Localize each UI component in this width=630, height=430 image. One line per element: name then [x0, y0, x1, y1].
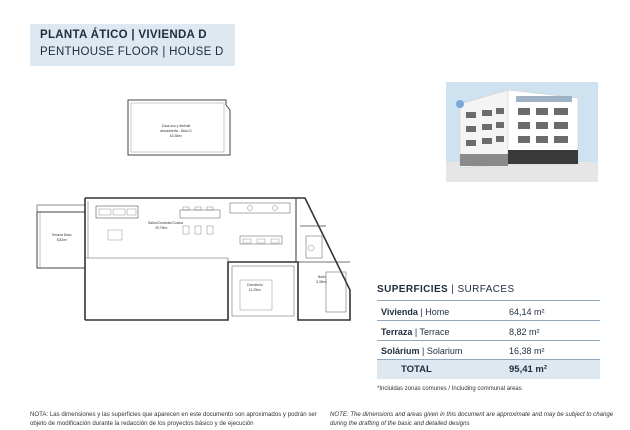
surface-row-solarium — [377, 341, 600, 360]
surfaces-title-bold: SUPERFICIES — [377, 284, 449, 295]
surface-row-label-bold: Vivienda — [381, 307, 418, 317]
bedroom-room — [232, 266, 294, 316]
dwelling-outline — [85, 198, 350, 320]
terrace-room — [37, 205, 85, 268]
title-spanish: PLANTA ÁTICO | VIVIENDA D — [40, 29, 207, 41]
living-furniture — [96, 203, 290, 244]
surface-row-terrace — [377, 322, 600, 341]
surface-row-value: 64,14 m² — [509, 307, 545, 317]
bedroom-area: 11,25m² — [248, 288, 262, 292]
title-english: PENTHOUSE FLOOR | HOUSE D — [40, 46, 224, 58]
living-area: 29,79m² — [155, 226, 168, 230]
bath-area: 3,35m² — [316, 280, 327, 284]
disclaimer-spanish: NOTA: Las dimensiones y las superficies que aparecen en este documento son aproximados y podrán ser objeto de modificación durante la redacción de los proyectos básico y de ejecución — [30, 411, 317, 427]
total-label: TOTAL — [401, 364, 432, 375]
bathroom-room — [306, 236, 346, 312]
living-label: Salón/Comedor/Cocina — [148, 221, 184, 225]
building-illustration — [446, 82, 598, 182]
building-render — [446, 82, 598, 182]
surfaces-divider — [377, 300, 600, 301]
surface-row-label-rest: | Home — [417, 307, 450, 317]
surface-row-label-bold: Terraza — [381, 327, 413, 337]
surface-row-value: 16,38 m² — [509, 346, 545, 356]
solarium-area: 16,38m² — [169, 134, 183, 138]
terrace-area: 8,82m² — [56, 238, 68, 242]
solarium-room — [128, 100, 230, 155]
surface-row-label-rest: | Solarium — [419, 346, 463, 356]
surfaces-title — [377, 284, 515, 295]
surfaces-title-rest: | SURFACES — [448, 284, 515, 295]
surfaces-footnote: *Incluidas zonas comunes / Including communal areas — [377, 386, 522, 392]
surface-total-row — [377, 360, 600, 379]
surface-row-label-bold: Solárium — [381, 346, 420, 356]
terrace-label: Terraza Desc. — [51, 233, 73, 237]
surface-row-home — [377, 302, 600, 321]
disclaimer-english: NOTE: The dimensions and areas given in this document are approximate and may be subject to change during the drafting of the basic and detailed designs — [330, 411, 614, 427]
bedroom-label: Dormitorio — [247, 283, 263, 287]
total-value: 95,41 m² — [509, 364, 548, 375]
solarium-label-2: descubierta - Ático D — [160, 129, 192, 133]
bath-label: Baño — [318, 275, 326, 279]
surface-row-label-rest: | Terrace — [412, 327, 450, 337]
surface-row-value: 8,82 m² — [509, 327, 540, 337]
solarium-label: Zona uso y disfrute — [161, 124, 191, 128]
